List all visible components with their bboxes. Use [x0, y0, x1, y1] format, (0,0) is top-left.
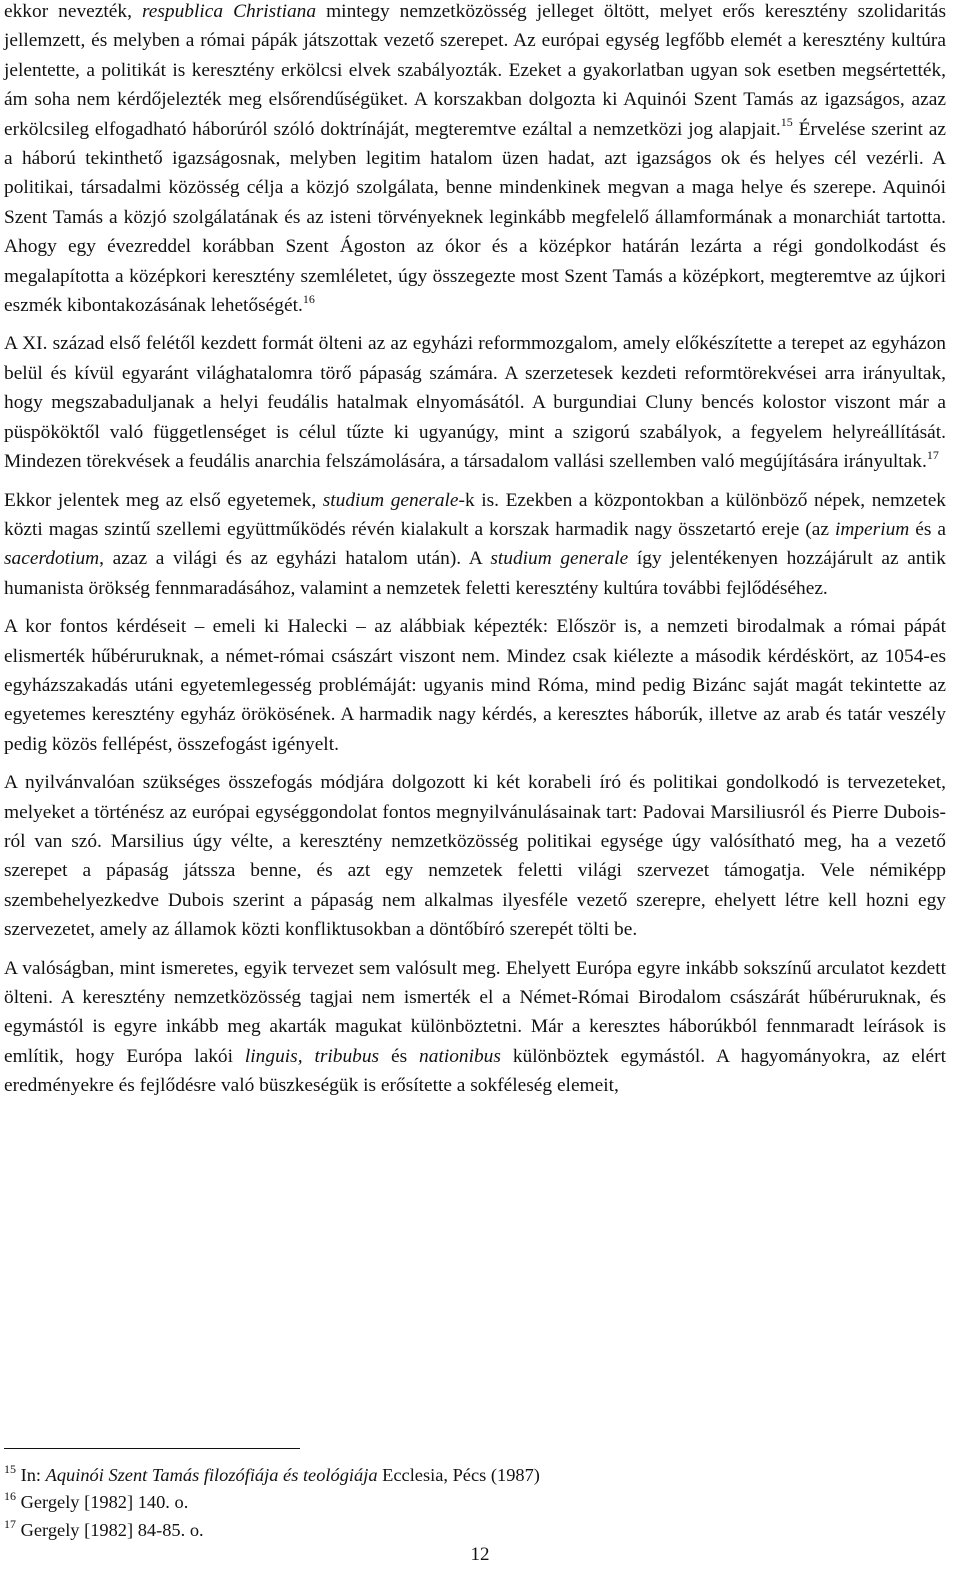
footnote-reference: 17 — [926, 447, 939, 462]
text-run: ekkor nevezték, — [4, 1, 142, 22]
paragraph — [4, 329, 946, 476]
footnote-number: 15 — [4, 1461, 16, 1476]
footnotes — [4, 1462, 944, 1544]
text-run: Ecclesia, Pécs (1987) — [377, 1465, 540, 1485]
paragraph — [4, 612, 946, 759]
text-run: így jelentékenyen hozzájárult az antik humanista örökség fennmaradásához, valamint a nemzetek feletti keresztény kultúra további fejlődéséhez. — [4, 548, 947, 599]
footnote — [4, 1517, 944, 1544]
footnote-reference: 16 — [302, 291, 315, 306]
footnote-reference: 15 — [780, 115, 793, 130]
page-number: 12 — [470, 1544, 490, 1565]
italic-text: studium generale — [322, 489, 459, 511]
text-run: Érvelése szerint az a háború tekinthető igazságosnak, melyben legitim hatalom üzen hadat, azt igazságos ok és helyes cél vezérli. A politikai, társadalmi közösség célja a közjó szolgálata, benne mindenkinek megvan a maga helye és szerepe. Aquinói Szent Tamás a közjó szolgálatának és az isteni törvényeknek leginkább megfelelő államformának a monarchiát tartotta. Ahogy egy évezreddel korábban Szent Ágoston az ókor és a középkor határán lezárta a régi gondolkodást és megalapította a középkori keresztény szemléletet, úgy összegezte most Szent Tamás a középkort, megteremtve az újkori eszmék kibontakozásának lehetőségét. — [4, 118, 946, 317]
text-run: In: — [16, 1465, 46, 1485]
footnote-number: 16 — [4, 1489, 16, 1504]
text-run: Ekkor jelentek meg az első egyetemek, — [4, 489, 323, 511]
paragraph — [4, 486, 946, 604]
italic-text: respublica Christiana — [141, 1, 317, 22]
text-run: Gergely [1982] 140. o. — [16, 1492, 189, 1513]
text-run: A nyilvánvalóan szükséges összefogás módjára dolgozott ki két korabeli író és politikai gondolkodó is tervezeteket, melyeket a történész az európai egységgondolat fontos megnyilvánulásainak tart: Padovai Marsiliusról és Pierre Dubois-ról van szó. Marsilius úgy vélte, a keresztény nemzetközösség politikai egysége úgy valósítható meg, ha a vezető szerepet a pápaság játssza benne, és azt egy nemzetek feletti világi szervezet támogatja. Vele némiképp szembehelyezkedve Dubois szerint a pápaság nem alkalmas ilyesféle vezető szerepre, ehelyett létre kell hozni egy szervezetet, amely az államok közti konfliktusokban a döntőbíró szerepét tölti be. — [4, 772, 946, 941]
footnote — [4, 1462, 944, 1489]
text-run: és — [379, 1045, 420, 1067]
text-run: és a — [909, 518, 946, 540]
text-run: A valóságban, mint ismeretes, egyik tervezet sem valósult meg. Ehelyett Európa egyre inkább sokszínű arculatot kezdett ölteni. A keresztény nemzetközösség tagjai nem ismerték el a Német-Római Birodalom császárát hűbéruruknak, és egymástól is egyre inkább meg akarták magukat különböztetni. Már a keresztes háborúkból fennmaradt leírások is említik, hogy Európa lakói — [4, 957, 946, 1067]
footnote — [4, 1489, 944, 1516]
text-run: mintegy nemzetközösség jelleget öltött, melyet erős keresztény szolidaritás jellemzett, és melyben a római pápák játszottak vezető szerepet. Az európai egység legfőbb elemét a keresztény kultúra jelentette, a politikát is keresztény erkölcsi elvek szabályozták. Ezeket a gyakorlatban ugyan sok esetben megsértették, ám soha nem kérdőjelezték meg elsőrendűségüket. A korszakban dolgozta ki Aquinói Szent Tamás az igazságos, azaz erkölcsileg elfogadható háborúról szóló doktrínáját, megteremtve ezáltal a nemzetközi jog alapjait. — [4, 1, 946, 140]
italic-text: nationibus — [419, 1045, 501, 1067]
italic-text: imperium — [834, 518, 910, 540]
text-run: -k is. Ezekben a központokban a különböző népek, nemzetek közti magas szintű szellemi együttműködés révén kialakult a korszak harmadik nagy összetartó ereje (az — [4, 489, 946, 540]
paragraph — [4, 0, 946, 320]
footnote-separator — [4, 1448, 300, 1449]
text-run: Gergely [1982] 84-85. o. — [16, 1519, 204, 1540]
italic-text: studium generale — [490, 548, 629, 570]
text-run: különböztek egymástól. A hagyományokra, az elért eredményekre és fejlődésre való büszkeségük is erősítette a sokféleség elemeit, — [4, 1045, 946, 1097]
text-run: , azaz a világi és az egyházi hatalom után). A — [99, 548, 491, 570]
paragraph — [4, 954, 946, 1101]
paragraph — [4, 768, 946, 944]
text-run: A kor fontos kérdéseit – emeli ki Halecki – az alábbiak képezték: Először is, a nemzeti birodalmak a római pápát elismerték hűbéruruknak, a német-római császárt viszont nem. Mindez csak kiélezte a második kérdéskört, az 1054-es egyházszakadás utáni egyetemlegesség problémáját: ugyanis mind Róma, mind pedig Bizánc saját magát tekintette az egyetemes keresztény egyház örökösének. A harmadik nagy kérdés, a keresztes háborúk, illetve az arab és tatár veszély pedig közös fellépést, összefogást igényelt. — [4, 616, 946, 755]
italic-text: sacerdotium — [4, 548, 100, 570]
italic-text: Aquinói Szent Tamás filozófiája és teológiája — [45, 1465, 378, 1485]
text-run: A XI. század első felétől kezdett formát ölteni az az egyházi reformmozgalom, amely előkészítette a terepet az egyházon belül és kívül egyaránt világhatalomra törő pápaság számára. A szerzetesek kezdeti reformtörekvései arra irányultak, hogy megszabaduljanak a helyi feudális hatalmak elnyomásától. A burgundiai Cluny bencés kolostor viszont már a püspököktől való függetlenséget is célul tűzte ki ugyanúgy, mint a szigorú szabályok, a fegyelem helyreállítását. Mindezen törekvések a feudális anarchia felszámolására, a társadalom vallási szellemben való megújítására irányultak. — [4, 333, 946, 473]
italic-text: linguis, tribubus — [244, 1045, 380, 1067]
body-text — [4, 0, 946, 1110]
footnote-number: 17 — [4, 1516, 16, 1531]
